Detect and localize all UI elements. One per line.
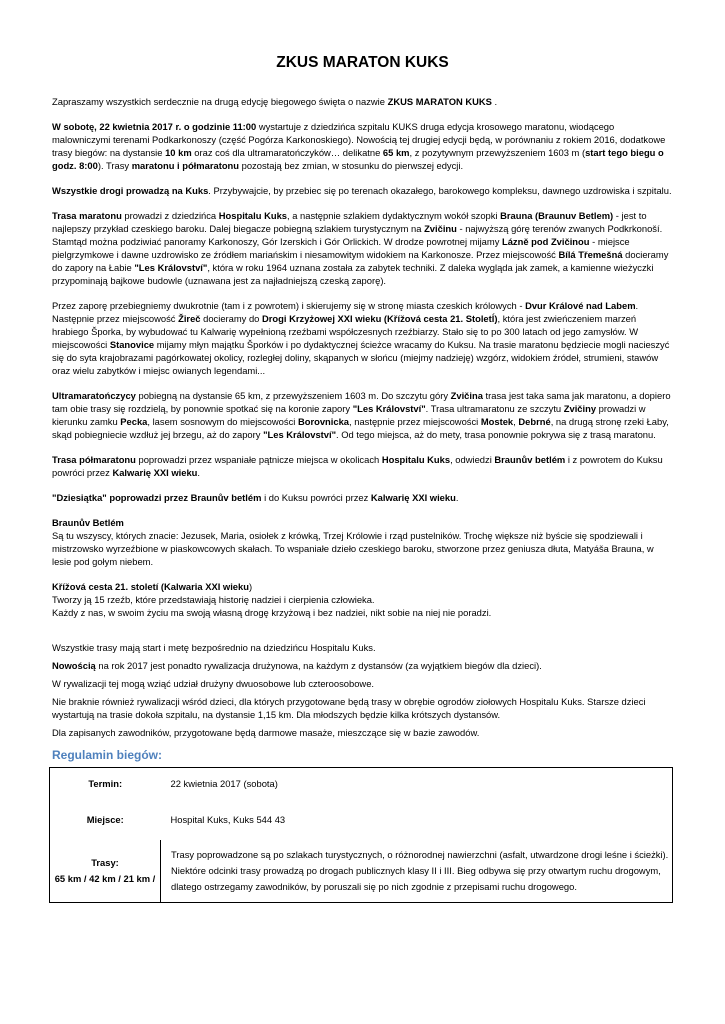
text-run: , a następnie szlakiem dydaktycznym wokół szopki [287, 210, 501, 221]
place-name: Dvur Králové nad Labem [525, 300, 636, 311]
place-name: Zvičiny [563, 403, 597, 414]
text-run: , odwiedzi [450, 454, 495, 465]
ultra-route-paragraph [52, 389, 672, 441]
text-run: i do Kuksu powróci przez [261, 492, 371, 503]
kuks-paragraph [52, 184, 672, 197]
row-value: 22 kwietnia 2017 (sobota) [170, 778, 278, 789]
document-body [52, 95, 672, 903]
text-run: . Następnie przez miejscowość [52, 300, 639, 324]
table-row [50, 800, 673, 840]
text-run: , która jest zwieńczeniem marzeń hrabiego Šporka, by wybudować tu Kalwarię wypełnioną rzeźbami współczesnych rzeźbiarzy. Stało się to po 300 latach od jego zamysłów. W miejscowości [52, 313, 639, 350]
place-name: Drogi Krzyżowej XXI wieku (Křížová cesta 21. Stoletĺ) [262, 313, 498, 324]
text-run: oraz coś dla ultramaratończyków… delikatne [191, 147, 383, 158]
text-run: . Przybywajcie, by przebiec się po terenach okazałego, barokowego kompleksu, dawnego uzdrowiska i szpitalu. [208, 185, 672, 196]
place-name: Stanovice [109, 339, 155, 350]
text-run: , [513, 416, 519, 427]
kalwaria-line-2: Każdy z nas, w swoim życiu ma swoją własną drogę krzyżową i bez nadziei, nikt sobie na niej nie poradzi. [52, 607, 492, 618]
massage-note: Dla zapisanych zawodników, przygotowane będą darmowe masaże, mieszczące się w bazie zawodów. [52, 727, 480, 738]
place-name: Pecka [120, 416, 148, 427]
distance-65km: 65 km [382, 147, 410, 158]
event-name: ZKUS MARATON KUKS [387, 96, 492, 107]
table-row [50, 768, 673, 801]
intro-end: . [491, 96, 498, 107]
text-run: pozostają bez zmian, w stosunku do pierwszej edycji. [239, 160, 464, 171]
marathon-route-label: Trasa maratonu [52, 210, 122, 221]
text-run: Przez zaporę przebiegniemy dwukrotnie (tam i z powrotem) i skierujemy się w stronę miasta czeskich królowych - [52, 300, 526, 311]
place-name: Brauna (Braunuv Betlem) [500, 210, 614, 221]
text-run: , następnie przez miejscowości [349, 416, 481, 427]
text-run: docieramy do zapory na Łabie [52, 249, 669, 273]
marathon-route-paragraph [52, 209, 672, 287]
date-paragraph [52, 120, 672, 172]
place-name: Hospitalu Kuks [381, 454, 451, 465]
routes-distances: 65 km / 42 km / 21 km / [54, 873, 156, 884]
kalwaria-heading: Křížová cesta 21. století (Kalwaria XXI wieku [52, 581, 249, 592]
place-name: Mostek [480, 416, 514, 427]
row-label [50, 840, 161, 903]
text-run: mijamy młyn majątku Šporków i po dydaktycznej ścieżce wracamy do Kuksu. Na trasie maratonu będziecie mogli nacieszyć się do syta krajobrazami pagórkowatej okolicy, rozległej doliny, skąpanych w słońcu (miejmy nadzieję) wzgórz, widokiem źródeł, strumieni, stawów oraz wielu zabytków i miejsc owianych legendami... [52, 339, 670, 376]
dam-paragraph [52, 299, 672, 377]
place-name: Debrné [518, 416, 551, 427]
place-name: Braunův betlém [494, 454, 566, 465]
intro-paragraph [52, 95, 672, 108]
regulamin-table [49, 767, 673, 903]
row-value: Trasy poprowadzone są po szlakach turystycznych, o różnorodnej nawierzchni (asfalt, utwardzone drogi leśne i ścieżki). Niektóre odcinki trasy prowadzą po drogach publicznych klasy II i III. Bieg odbywa się przy otwartym ruchu drogowym, dlatego ostrzegamy zawodników, by poruszali się po nich zgodnie z przepisami ruchu drogowego. [171, 849, 669, 892]
place-name: Kalwarię XXI wieku [112, 467, 198, 478]
half-marathon-paragraph [52, 453, 672, 479]
text-run: . [455, 492, 459, 503]
table-row [50, 840, 673, 903]
text-run: na rok 2017 jest ponadto rywalizacja drużynowa, na każdym z dystansów (za wyjątkiem biegów dla dzieci). [95, 660, 542, 671]
place-name: Borovnicka [297, 416, 350, 427]
novelty-label: Nowością [52, 660, 96, 671]
kalwaria-paragraph [52, 580, 672, 619]
betlem-text: Są tu wszyscy, których znacie: Jezusek, Maria, osiołek z krówką, Trzej Królowie i rząd pustelników. Trochę większe niż byście się spodziewali i mistrzowsko wyrzeźbione w piaskowcowych skałach. To wspaniałe dzieło czeskiego baroku, stworzone przez geniusza dłuta, Matyáša Brauna, w lesie pod gołym niebem. [52, 530, 654, 567]
text-run: , na drugą stronę rzeki Łaby, skąd pobiegniecie wzdłuż jej brzegu, aż do zapory [52, 416, 669, 440]
text-run: . [197, 467, 200, 478]
text-run: , która w roku 1964 uznana została za zabytek techniki. Z daleka wygląda jak zamek, a kamienne wieżyczki przypominają bajkowe budowle (uznawana jest za najładniejszą czeską zaporę). [52, 262, 654, 286]
row-value: Hospital Kuks, Kuks 544 43 [170, 814, 286, 825]
kuks-slogan: Wszystkie drogi prowadzą na Kuks [52, 185, 209, 196]
regulamin-heading: Regulamin biegów: [52, 748, 163, 762]
text-run: ). Trasy [97, 160, 132, 171]
row-label: Termin: [88, 778, 123, 789]
ten-km-paragraph [52, 491, 672, 504]
text-run: - miejsce pielgrzymkowe i dawne uzdrowisko ze źródłem mariańskim i niesamowitym widokiem na Karkonosze. Przez miejscowość [52, 236, 630, 260]
text-run: . Od tego miejsca, aż do mety, trasa ponownie pokrywa się z trasą maratonu. [336, 429, 656, 440]
betlem-heading: Braunův Betlém [52, 517, 124, 528]
place-name: Bílá Třemešná [558, 249, 623, 260]
team-size-note: W rywalizacji tej mogą wziąć udział drużyny dwuosobowe lub czteroosobowe. [52, 678, 375, 689]
text-run: i z powrotem do Kuksu powróci przez [52, 454, 663, 478]
row-label: Miejsce: [86, 814, 124, 825]
kids-note: Nie braknie również rywalizacji wśród dzieci, dla których przygotowane będą trasy w obrębie ogrodów ziołowych Hospitalu Kuks. Starsze dzieci wystartują na trasie dokoła szpitalu, na dystansie 1,15 km. Dla młodszych będzie kilka krótszych dystansów. [52, 696, 646, 720]
text-run: pobiegną na dystansie 65 km, z przewyższeniem 1603 m. Do szczytu góry [135, 390, 451, 401]
place-name: "Les Království" [352, 403, 426, 414]
text-run: prowadzi z dziedzińca [121, 210, 219, 221]
text-run: - jest to najlepszy przykład czeskiego baroku. Dalej biegacze pobiegną szlakiem turystycznym na [52, 210, 647, 234]
betlem-paragraph [52, 516, 672, 568]
place-name: Lázně pod Zvičinou [501, 236, 590, 247]
text-run: poprowadzi przez wspaniałe pątnicze miejsca w okolicach [135, 454, 382, 465]
place-name: Kalwarię XXI wieku [370, 492, 456, 503]
text-run: trasa jest taka sama jak maratonu, a dopiero tam obie trasy się rozdzielą, by ponownie spotkać się na koronie zapory [52, 390, 671, 414]
event-datetime: W sobotę, 22 kwietnia 2017 r. o godzinie 11:00 [52, 121, 257, 132]
place-name: Hospitalu Kuks [218, 210, 288, 221]
place-name: "Les Království" [263, 429, 337, 440]
team-competition-note [52, 659, 672, 672]
ultra-label: Ultramaratończycy [52, 390, 136, 401]
kalwaria-line-1: Tworzy ją 15 rzeźb, które przedstawiają historię nadziei i cierpienia człowieka. [52, 594, 375, 605]
text-run: - najwyższą górę terenów zwanych Podkrkonoší. Stamtąd można podziwiać panoramy Karkonoszy, Gór Izerskich i Gór Orlickich. W drodze powrotnej mijamy [52, 223, 663, 247]
half-marathon-label: Trasa półmaratonu [52, 454, 136, 465]
ultra-start-time: start tego biegu o godz. 8:00 [52, 147, 664, 171]
text-run: ) [248, 581, 253, 592]
text-run: prowadzi w kierunku zamku [52, 403, 646, 427]
text-run: , z pozytywnym przewyższeniem 1603 m ( [409, 147, 586, 158]
text-run: . Trasa ultramaratonu ze szczytu [425, 403, 564, 414]
page-title: ZKUS MARATON KUKS [276, 54, 449, 71]
routes-label: Trasy: [91, 857, 119, 868]
place-name: Zvičinu [424, 223, 457, 234]
place-name: "Les Království" [134, 262, 208, 273]
ten-km-label: "Dziesiątka" poprowadzi przez Braunův betlém [52, 492, 262, 503]
text-run: wystartuje z dziedzińca szpitalu KUKS druga edycja krosowego maratonu, wiodącego malowniczymi terenami Podkarkonoszy (część Pogórza Karkonoskiego). Nowością tej drugiej edycji będą, w porównaniu z rokiem 2016, dodatkowe trasy biegów: na dystansie [52, 121, 666, 158]
text-run: docieramy do [200, 313, 263, 324]
text-run: , lasem sosnowym do miejscowości [147, 416, 298, 427]
place-name: Žireč [178, 313, 201, 324]
distance-10km: 10 km [165, 147, 192, 158]
routes-unchanged: maratonu i półmaratonu [131, 160, 240, 171]
intro-text: Zapraszamy wszystkich serdecznie na drugą edycję biegowego święta o nazwie [52, 96, 388, 107]
start-finish-note: Wszystkie trasy mają start i metę bezpośrednio na dziedzińcu Hospitalu Kuks. [52, 642, 376, 653]
place-name: Zvičina [450, 390, 483, 401]
